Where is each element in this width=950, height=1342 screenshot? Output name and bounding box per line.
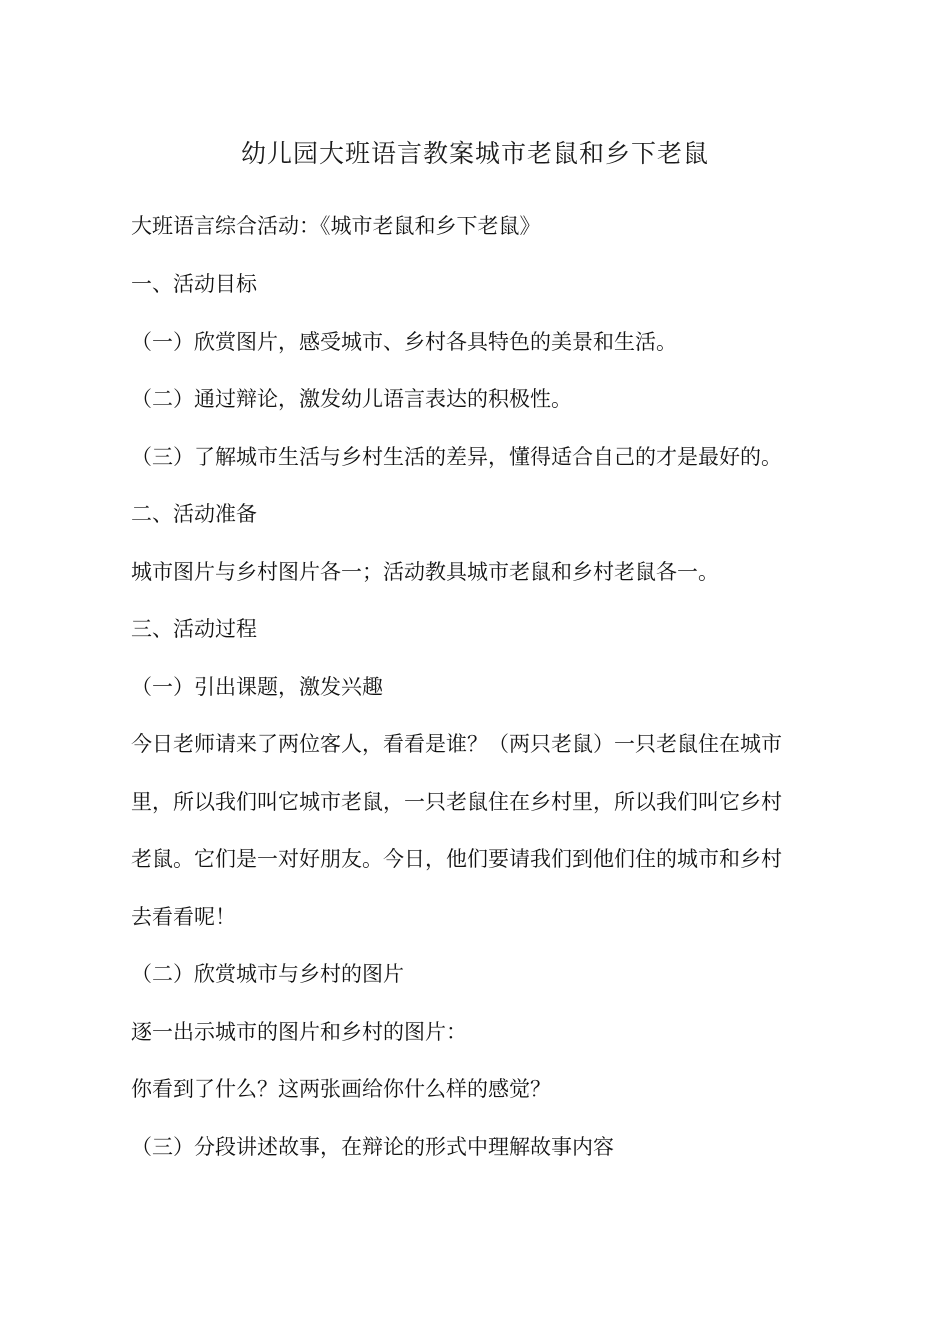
section-heading-process: 三、活动过程 [131, 617, 257, 641]
section-heading-preparation: 二、活动准备 [131, 502, 257, 526]
paragraph-line: 你看到了什么？这两张画给你什么样的感觉？ [131, 1077, 551, 1101]
process-step-3-heading: （三）分段讲述故事，在辩论的形式中理解故事内容 [131, 1135, 614, 1159]
paragraph-line: 今日老师请来了两位客人，看看是谁？（两只老鼠）一只老鼠住在城市 [131, 732, 782, 756]
goal-item-1: （一）欣赏图片，感受城市、乡村各具特色的美景和生活。 [131, 330, 677, 354]
paragraph-line: 逐一出示城市的图片和乡村的图片： [131, 1020, 467, 1044]
activity-heading: 大班语言综合活动：《城市老鼠和乡下老鼠》 [131, 214, 541, 238]
process-step-2-heading: （二）欣赏城市与乡村的图片 [131, 962, 404, 986]
goal-item-3: （三）了解城市生活与乡村生活的差异，懂得适合自己的才是最好的。 [131, 445, 782, 469]
paragraph-line: 去看看呢！ [131, 905, 236, 929]
goal-item-2: （二）通过辩论，激发幼儿语言表达的积极性。 [131, 387, 572, 411]
preparation-text: 城市图片与乡村图片各一；活动教具城市老鼠和乡村老鼠各一。 [131, 560, 719, 584]
paragraph-line: 老鼠。它们是一对好朋友。今日，他们要请我们到他们住的城市和乡村 [131, 847, 782, 871]
section-heading-goals: 一、活动目标 [131, 272, 257, 296]
process-step-1-heading: （一）引出课题，激发兴趣 [131, 675, 383, 699]
paragraph-line: 里，所以我们叫它城市老鼠，一只老鼠住在乡村里，所以我们叫它乡村 [131, 790, 782, 814]
document-title: 幼儿园大班语言教案城市老鼠和乡下老鼠 [240, 139, 709, 168]
